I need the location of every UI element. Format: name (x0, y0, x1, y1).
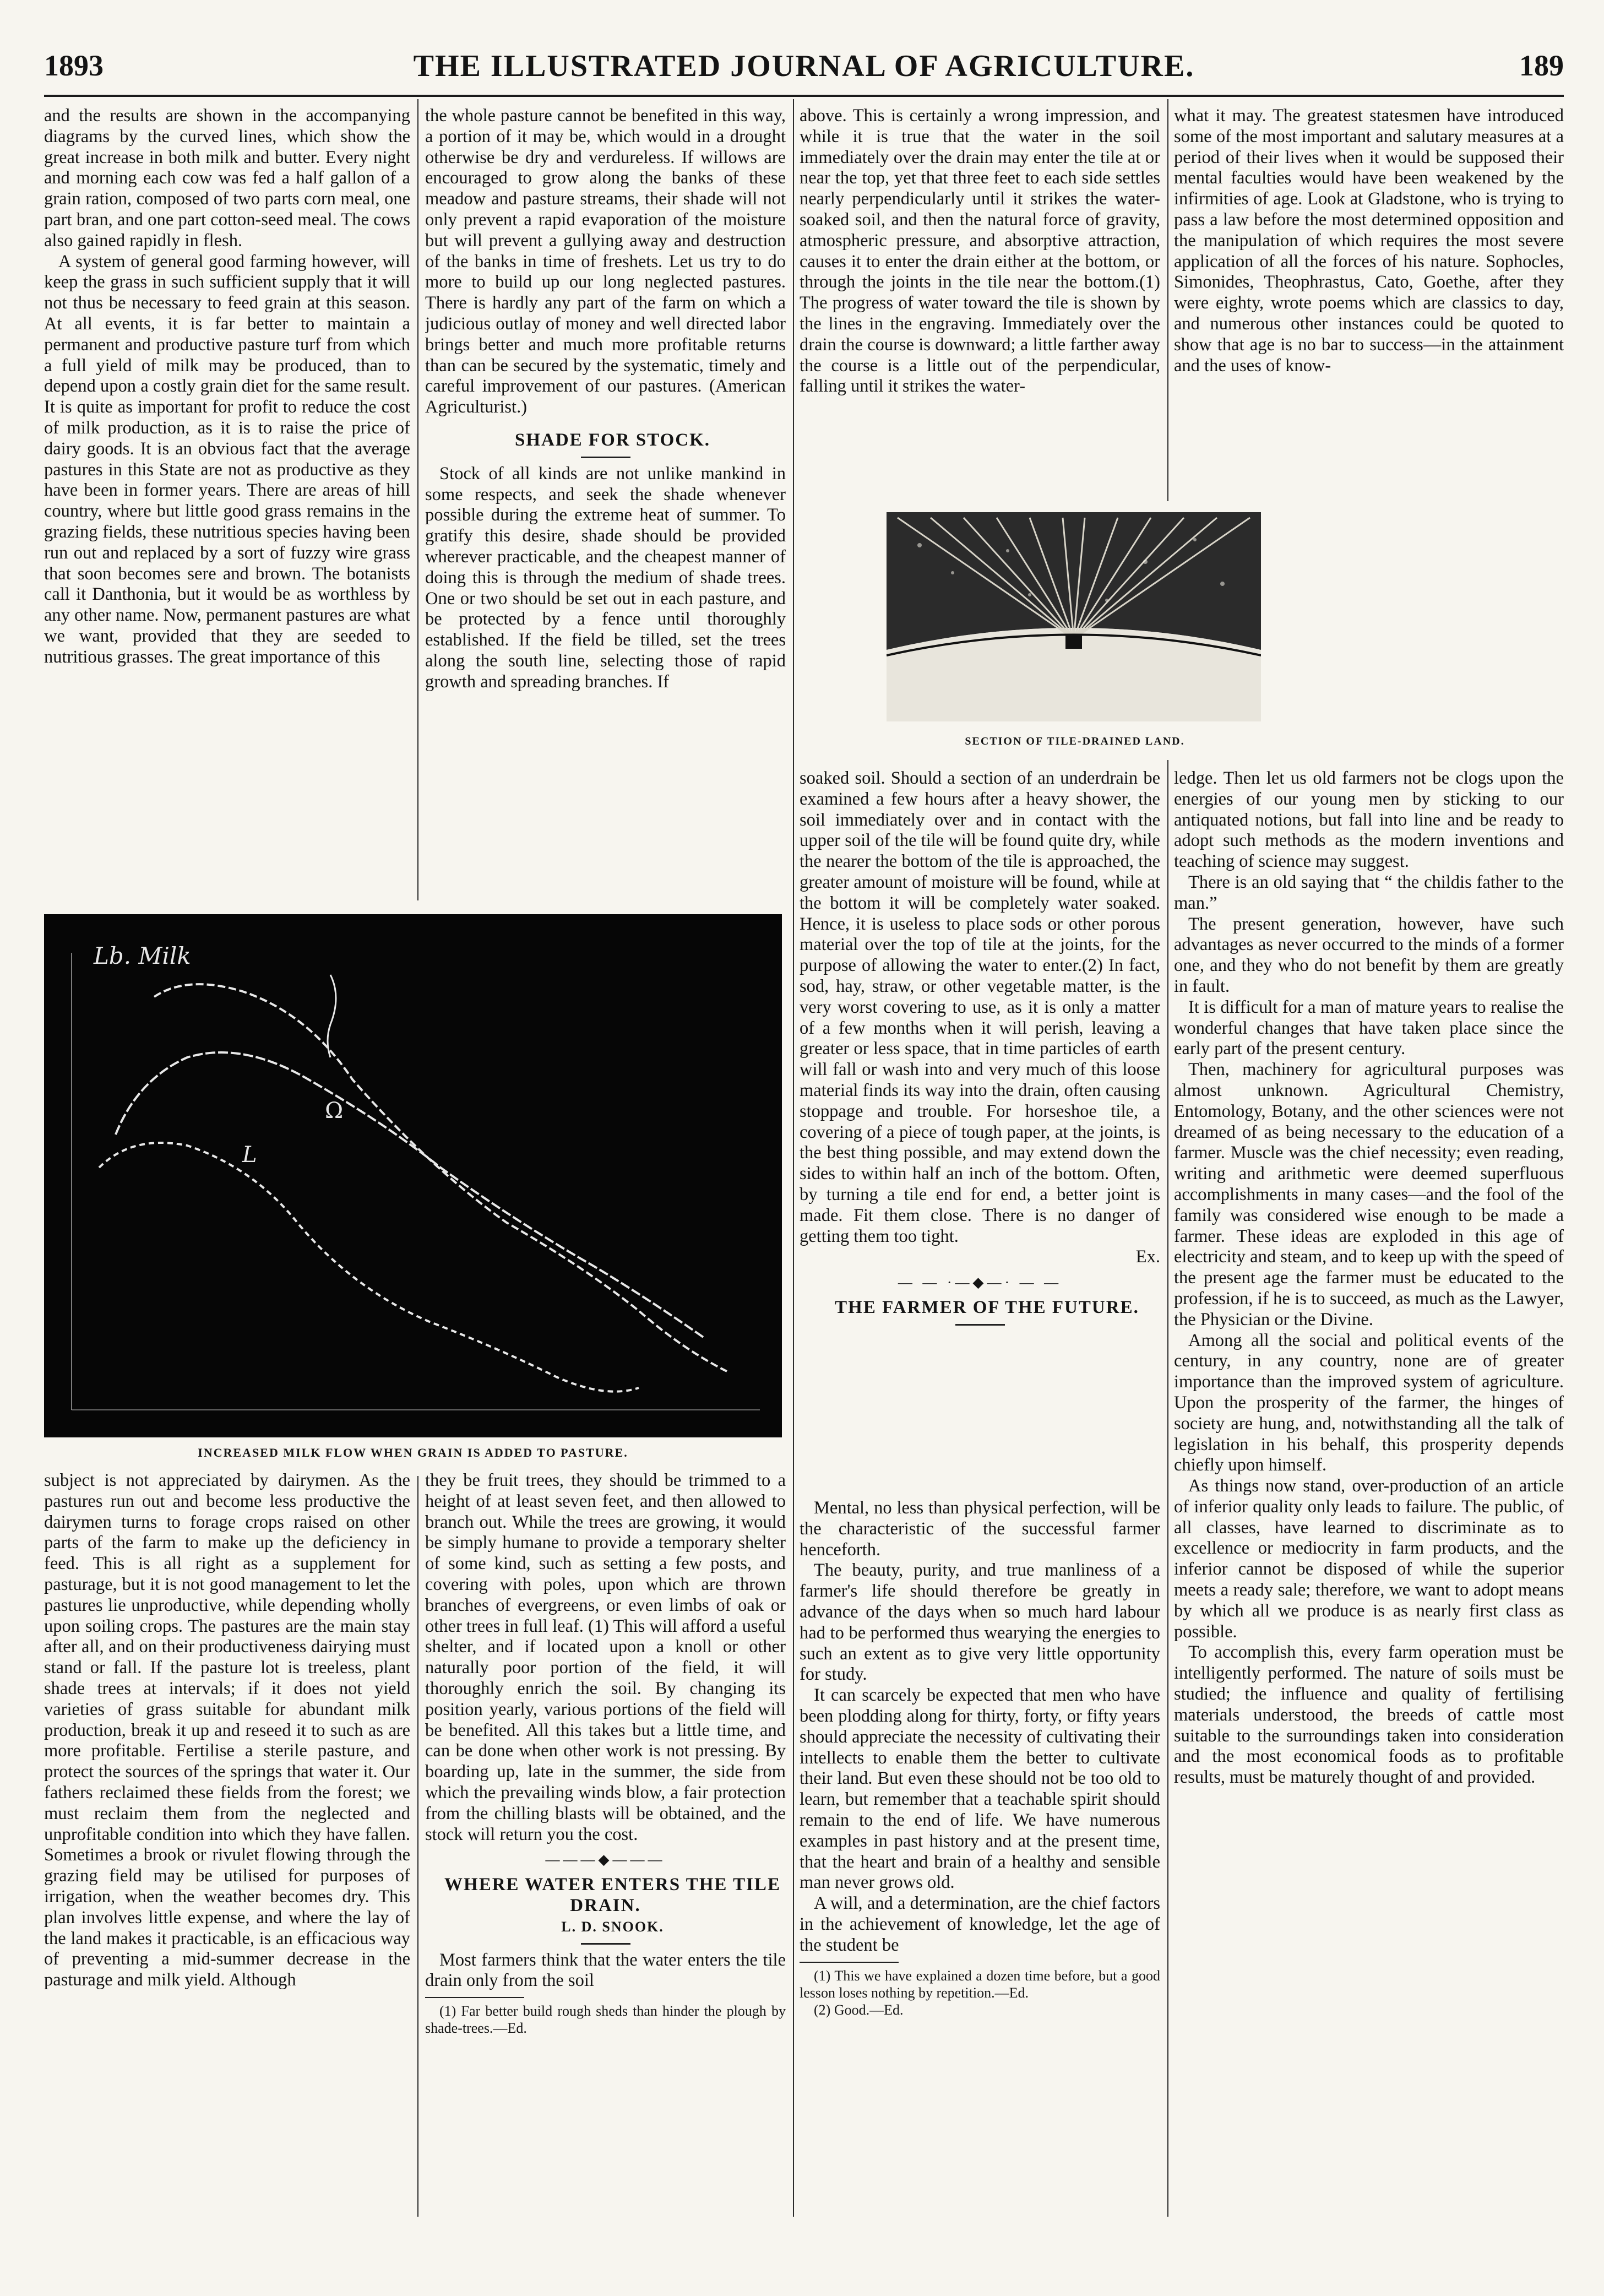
paragraph: The present generation, however, have such advantages as never occurred to the minds of a former one, and they who do not benefit by them are greatly in fault. (1174, 914, 1564, 996)
column-3-mid (800, 768, 1160, 1454)
heading-rule (581, 1943, 630, 1945)
paragraph: the whole pasture cannot be benefited in this way, a portion of it may be, which would in a drought otherwise be dry and verdureless. If willows are encouraged to grow along the banks of these meadow and pasture streams, their shade will not only prevent a rapid evaporation of the moisture but will prevent a gullying away and destruction of the banks in time of freshets. Let us try to do more to build up our long neglected pastures. There is hardly any part of the farm on which a judicious outlay of money and well directed labor brings better and much more profitable returns than can be secured by the systematic, timely and careful improvement of our pastures. (American Agriculturist.) (425, 106, 786, 417)
column-divider-3 (1167, 99, 1168, 501)
paragraph: subject is not appreciated by dairymen. As the pastures run out and become less productive the dairymen turns to forage crops raised on other parts of the farm to make up the deficiency in feed. This is all right as a supplement for pasturage, but it is not good management to let the pastures lie unproductive, while depending wholly upon soiling crops. The pastures are the main stay after all, and on their productiveness dairying must stand or fall. If the pasture lot is treeless, plant shade trees at intervals; if it does not yield varieties of grass suitable for abundant milk production, break it up and reseed it to such as are more profitable. Fertilise a sterile pasture, and protect the sources of the springs that water it. Our fathers reclaimed these fields from the forest; we must reclaim them from the neglected and unprofitable condition into which they have fallen. Sometimes a brook or rivulet flowing through the grazing field may be utilised for purposes of irrigation, when the weather becomes dry. This plan involves little expense, and where the lay of the land makes it practicable, is an efficacious way of preventing a mid-summer decrease in the pasturage and milk yield. Although (44, 1470, 410, 1990)
footnote: (1) Far better build rough sheds than hinder the plough by shade-trees.—Ed. (425, 2003, 786, 2037)
column-2-top (425, 106, 786, 904)
column-1-bottom (44, 1470, 410, 2217)
footnote-rule (425, 1997, 524, 1998)
paragraph: Mental, no less than physical perfection, will be the characteristic of the successful farmer henceforth. (800, 1498, 1160, 1560)
column-3-bottom (800, 1498, 1160, 2217)
column-divider-1 (417, 99, 418, 900)
footnote-rule (800, 1962, 899, 1963)
tile-caption: SECTION OF TILE-DRAINED LAND. (965, 735, 1185, 747)
paragraph: soaked soil. Should a section of an underdrain be examined a few hours after a heavy shower, the soil immediately over and in contact with the upper soil of the tile will be found quite dry, while the nearer the bottom of the tile is approached, the greater amount of moisture will be found, while at the bottom it will be completely water soaked. Hence, it is useless to place sods or other porous material over the top of tile at the joints, for the purpose of allowing the water to enter.(2) In fact, sod, hay, straw, or other vegetable matter, is the very worst covering to use, as it is only a matter of a few months when it will perish, leaving a greater or less space, that in time particles of earth will fall or wash into and very much of this loose material finds its way into the drain, often causing stoppage and trouble. For horseshoe tile, a covering of a piece of tough paper, at the joints, is the best thing possible, and may extend down the sides to within half an inch of the bottom. Often, by turning a tile end for end, a better joint is made. Fit them close. There is no danger of getting them too tight. (800, 768, 1160, 1246)
heading-rule (955, 1324, 1005, 1326)
column-3-top (800, 106, 1160, 511)
milk-label-top: Lb. Milk (94, 942, 191, 969)
milk-flow-chart (44, 914, 782, 1437)
paragraph: and the results are shown in the accompanying diagrams by the curved lines, which show the great increase in both milk and butter. Every night and morning each cow was fed a half gallon of a grain ration, composed of two parts corn meal, one part bran, and one part cotton-seed meal. The cows also gained rapidly in flesh. (44, 106, 410, 251)
milk-label-low: L (242, 1142, 257, 1168)
paragraph: Then, machinery for agricultural purposes was almost unknown. Agricultural Chemistry, Entomology, Botany, and the other sciences were not dreamed of as being necessary to the education of a farmer. Muscle was the chief necessity; even reading, writing and arithmetic were deemed superfluous accomplishments in many cases—and the fool of the family was considered wise enough to be made a farmer. These ideas are exploded in this age of electricity and steam, and to keep up with the speed of the present age the farmer must be educated to the profession, if he is to succeed, as much as the Lawyer, the Physician or the Divine. (1174, 1060, 1564, 1329)
page-header (44, 48, 1564, 93)
tile-drain-engraving (887, 512, 1261, 721)
paragraph: A will, and a determination, are the chief factors in the achievement of knowledge, let the age of the student be (800, 1893, 1160, 1955)
journal-title: THE ILLUSTRATED JOURNAL OF AGRICULTURE. (413, 49, 1195, 83)
heading-rule (581, 457, 630, 458)
footnote: (2) Good.—Ed. (814, 2001, 904, 2018)
column-1-top (44, 106, 410, 904)
page-number: 189 (1519, 49, 1564, 82)
paragraph: There is an old saying that “ the childis father to the man.” (1174, 872, 1564, 913)
column-4-top (1174, 106, 1564, 511)
paragraph: ledge. Then let us old farmers not be clogs upon the energies of our young men by sticking to our antiquated notions, but fall into line and be ready to adopt such methods as the modern inventions and teaching of science may suggest. (1174, 768, 1564, 872)
paragraph: It is difficult for a man of mature years to realise the wonderful changes that have taken place since the early part of the present century. (1174, 997, 1564, 1059)
paragraph: As things now stand, over-production of an article of inferior quality only leads to failure. The public, of all classes, have learned to discriminate as to excellence or mediocrity in farm products, and the inferior cannot be disposed of while the superior meets a ready sale; therefore, we want to adopt means by which all we produce is as nearly first class as possible. (1174, 1476, 1564, 1642)
column-divider-2 (793, 99, 794, 2217)
footnote: (1) This we have explained a dozen time before, but a good lesson loses nothing by repetition.—Ed. (800, 1967, 1160, 2001)
paragraph: A system of general good farming however, will keep the grass in such sufficient supply that it will not thus be necessary to feed grain at this season. At all events, it is far better to maintain a permanent and productive pasture turf from which a full yield of milk may be produced, than to depend upon a costly grain diet for the same result. It is quite as important for profit to reduce the cost of milk production, as it is to raise the price of dairy goods. It is an obvious fact that the average pastures in this State are not as productive as they have been in former years. There are areas of hill country, where but little good grass remains in the grazing fields, these nutritious species having been run out and replaced by a sort of fuzzy wire grass that soon becomes sere and brown. The botanists call it Danthonia, but it would be as worthless by any other name. Now, permanent pastures are what we want, provided that they are seeded to nutritious grasses. The great importance of this (44, 251, 410, 667)
paragraph: The beauty, purity, and true manliness of a farmer's life should therefore be greatly in advance of the days when so much hard labour had to be performed thus wearying the energies to such an extent as to give very little opportunity for study. (800, 1560, 1160, 1685)
paragraph: Among all the social and political events of the century, in any country, none are of greater importance than the improved system of agriculture. Upon the prosperity of the farmer, the hinges of society are hung, and, notwithstanding all the talk of legislation in his behalf, this prosperity depends chiefly upon himself. (1174, 1330, 1564, 1475)
tile-drain-heading: WHERE WATER ENTERS THE TILE DRAIN. (444, 1875, 781, 1915)
paragraph: Stock of all kinds are not unlike mankind in some respects, and seek the shade whenever possible during the extreme heat of summer. To gratify this desire, shade should be provided wherever practicable, and the cheapest manner of doing this is through the medium of shade trees. One or two should be set out in each pasture, and be protected by a fence until thoroughly established. If the field be tilled, set the trees along the south line, selecting those of rapid growth and spreading branches. If (425, 463, 786, 692)
column-4-bottom (1174, 768, 1564, 2217)
paragraph: above. This is certainly a wrong impression, and while it is true that the water in the soil immediately over the drain may enter the tile at or near the top, yet that three feet to each side settles nearly perpendicularly until it strikes the water-soaked soil, and then the natural force of gravity, atmospheric pressure, and absorptive attraction, causes it to enter the drain either at the bottom, or through the joints in the tile near the bottom.(1) The progress of water toward the tile is shown by the lines in the engraving. Immediately over the drain the course is downward; a little farther away the course is a little out of the perpendicular, falling until it strikes the water- (800, 106, 1160, 397)
column-divider-3b (1167, 760, 1168, 2217)
signature: Ex. (1135, 1247, 1160, 1267)
milk-caption: INCREASED MILK FLOW WHEN GRAIN IS ADDED TO PASTURE. (198, 1446, 628, 1459)
shade-heading: SHADE FOR STOCK. (514, 430, 711, 450)
header-rule (44, 95, 1564, 97)
paragraph: It can scarcely be expected that men who have been plodding along for thirty, forty, or fifty years should appreciate the necessity of cultivating their intellects to enable them the better to cultivate their land. But even these should not be too old to learn, but remember that a teachable spirit should remain to the end of life. We have numerous examples in past history and at the present time, that the heart and brain of a healthy and sensible man never grows old. (800, 1685, 1160, 1893)
section-ornament: — — ·—◆—· — — (898, 1274, 1062, 1291)
paragraph: what it may. The greatest statesmen have introduced some of the most important and salutary measures at a period of their lives when it would be supposed their mental faculties would have been weakened by the infirmities of age. Look at Gladstone, who is trying to pass a law before the most determined opposition and the manipulation of which requires the most severe application of all the forces of his nature. Sophocles, Simonides, Theophrastus, Cato, Goethe, after they were eighty, wrote poems which are classics to day, and numerous other instances could be quoted to show that age is no bar to success—in the attainment and the uses of know- (1174, 106, 1564, 376)
farmer-heading: THE FARMER OF THE FUTURE. (835, 1297, 1139, 1317)
section-ornament: ———◆——— (545, 1852, 666, 1868)
paragraph: Most farmers think that the water enters the tile drain only from the soil (425, 1950, 786, 1991)
milk-label-mid: Ω (325, 1098, 344, 1123)
paragraph: they be fruit trees, they should be trimmed to a height of at least seven feet, and then allowed to branch out. While the trees are growing, it would be simply humane to provide a temporary shelter of some kind, such as setting a few posts, and covering with poles, upon which are thrown branches of evergreens, or even limbs of oak or other trees in full leaf. (1) This will afford a useful shelter, and if located upon a knoll or other naturally poor portion of the field, it will thoroughly enrich the soil. By changing its position yearly, various portions of the field will be benefited. All this takes but a little time, and can be done when other work is not pressing. By boarding up, late in the summer, the side from which the prevailing winds blow, a fair protection from the chilling blasts will be obtained, and the stock will return you the cost. (425, 1470, 786, 1844)
paragraph: To accomplish this, every farm operation must be intelligently performed. The nature of soils must be studied; the influence and quality of fertilising materials understood, the breeds of cattle most suitable to the surroundings taken into consideration and the most economical foods as to profitable results, must be maturely thought of and provided. (1174, 1642, 1564, 1788)
column-2-bottom (425, 1470, 786, 2217)
author-byline: L. D. SNOOK. (561, 1918, 664, 1935)
page-year: 1893 (44, 49, 104, 82)
column-divider-1b (417, 1476, 418, 2217)
